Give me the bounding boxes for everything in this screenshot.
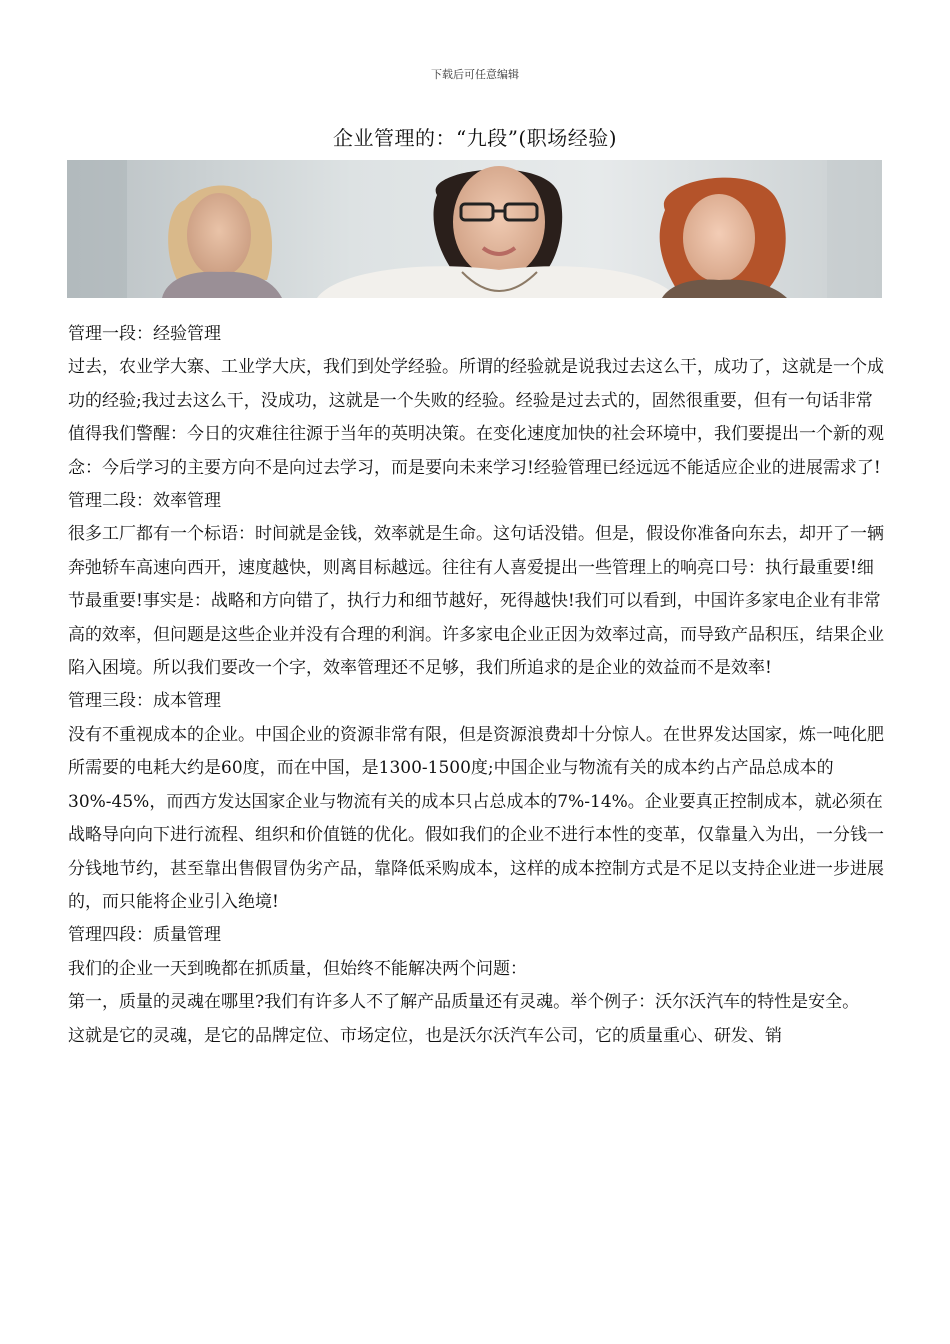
section-paragraph-4a: 我们的企业一天到晚都在抓质量，但始终不能解决两个问题： (68, 958, 527, 979)
section-paragraph-2: 很多工厂都有一个标语：时间就是金钱，效率就是生命。这句话没错。但是，假设你准备向东去，却开了一辆奔弛轿车高速向西开，速度越快，则离目标越远。往往有人喜爱提出一些管理上的响亮口号：执行最重要!细节最重要!事实是：战略和方向错了，执行力和细节越好，死得越快!我们可以看到，中国许多家电企业有非常高的效率，但问题是这些企业并没有合理的利润。许多家电企业正因为效率过高，而导致产品积压，结果企业陷入困境。所以我们要改一个字，效率管理还不足够，我们所追求的是企业的效益而不是效率! (68, 524, 884, 679)
section-heading-3: 管理三段：成本管理 (68, 691, 221, 712)
section-heading-4: 管理四段：质量管理 (68, 925, 221, 946)
section-paragraph-4c: 这就是它的灵魂，是它的品牌定位、市场定位，也是沃尔沃汽车公司，它的质量重心、研发、销 (68, 1025, 782, 1046)
document-title: 企业管理的：“九段”(职场经验) (332, 126, 618, 150)
section-paragraph-3: 没有不重视成本的企业。中国企业的资源非常有限，但是资源浪费却十分惊人。在世界发达国家，炼一吨化肥所需要的电耗大约是60度，而在中国，是1300-1500度;中国企业与物流有关的成本约占产品总成本的30%-45%，而西方发达国家企业与物流有关的成本只占总成本的7%-14%。企业要真正控制成本，就必须在战略导向向下进行流程、组织和价值链的优化。假如我们的企业不进行本性的变革，仅靠量入为出，一分钱一分钱地节约，甚至靠出售假冒伪劣产品，靠降低采购成本，这样的成本控制方式是不足以支持企业进一步进展的，而只能将企业引入绝境! (68, 724, 884, 912)
section-heading-1: 管理一段：经验管理 (68, 324, 221, 344)
section-heading-2: 管理二段：效率管理 (68, 491, 221, 512)
article-body (68, 318, 888, 1053)
header-photo (67, 160, 882, 298)
page-header-note: 下载后可任意编辑 (431, 68, 519, 81)
header-photo-illustration (67, 160, 882, 298)
section-paragraph-4b: 第一，质量的灵魂在哪里?我们有许多人不了解产品质量还有灵魂。举个例子：沃尔沃汽车的特性是安全。 (68, 992, 860, 1013)
section-paragraph-1: 过去，农业学大寨、工业学大庆，我们到处学经验。所谓的经验就是说我过去这么干，成功了，这就是一个成功的经验;我过去这么干，没成功，这就是一个失败的经验。经验是过去式的，固然很重要，但有一句话非常值得我们警醒：今日的灾难往往源于当年的英明决策。在变化速度加快的社会环境中，我们要提出一个新的观念：今后学习的主要方向不是向过去学习，而是要向未来学习!经验管理已经远远不能适应企业的进展需求了! (68, 357, 884, 478)
